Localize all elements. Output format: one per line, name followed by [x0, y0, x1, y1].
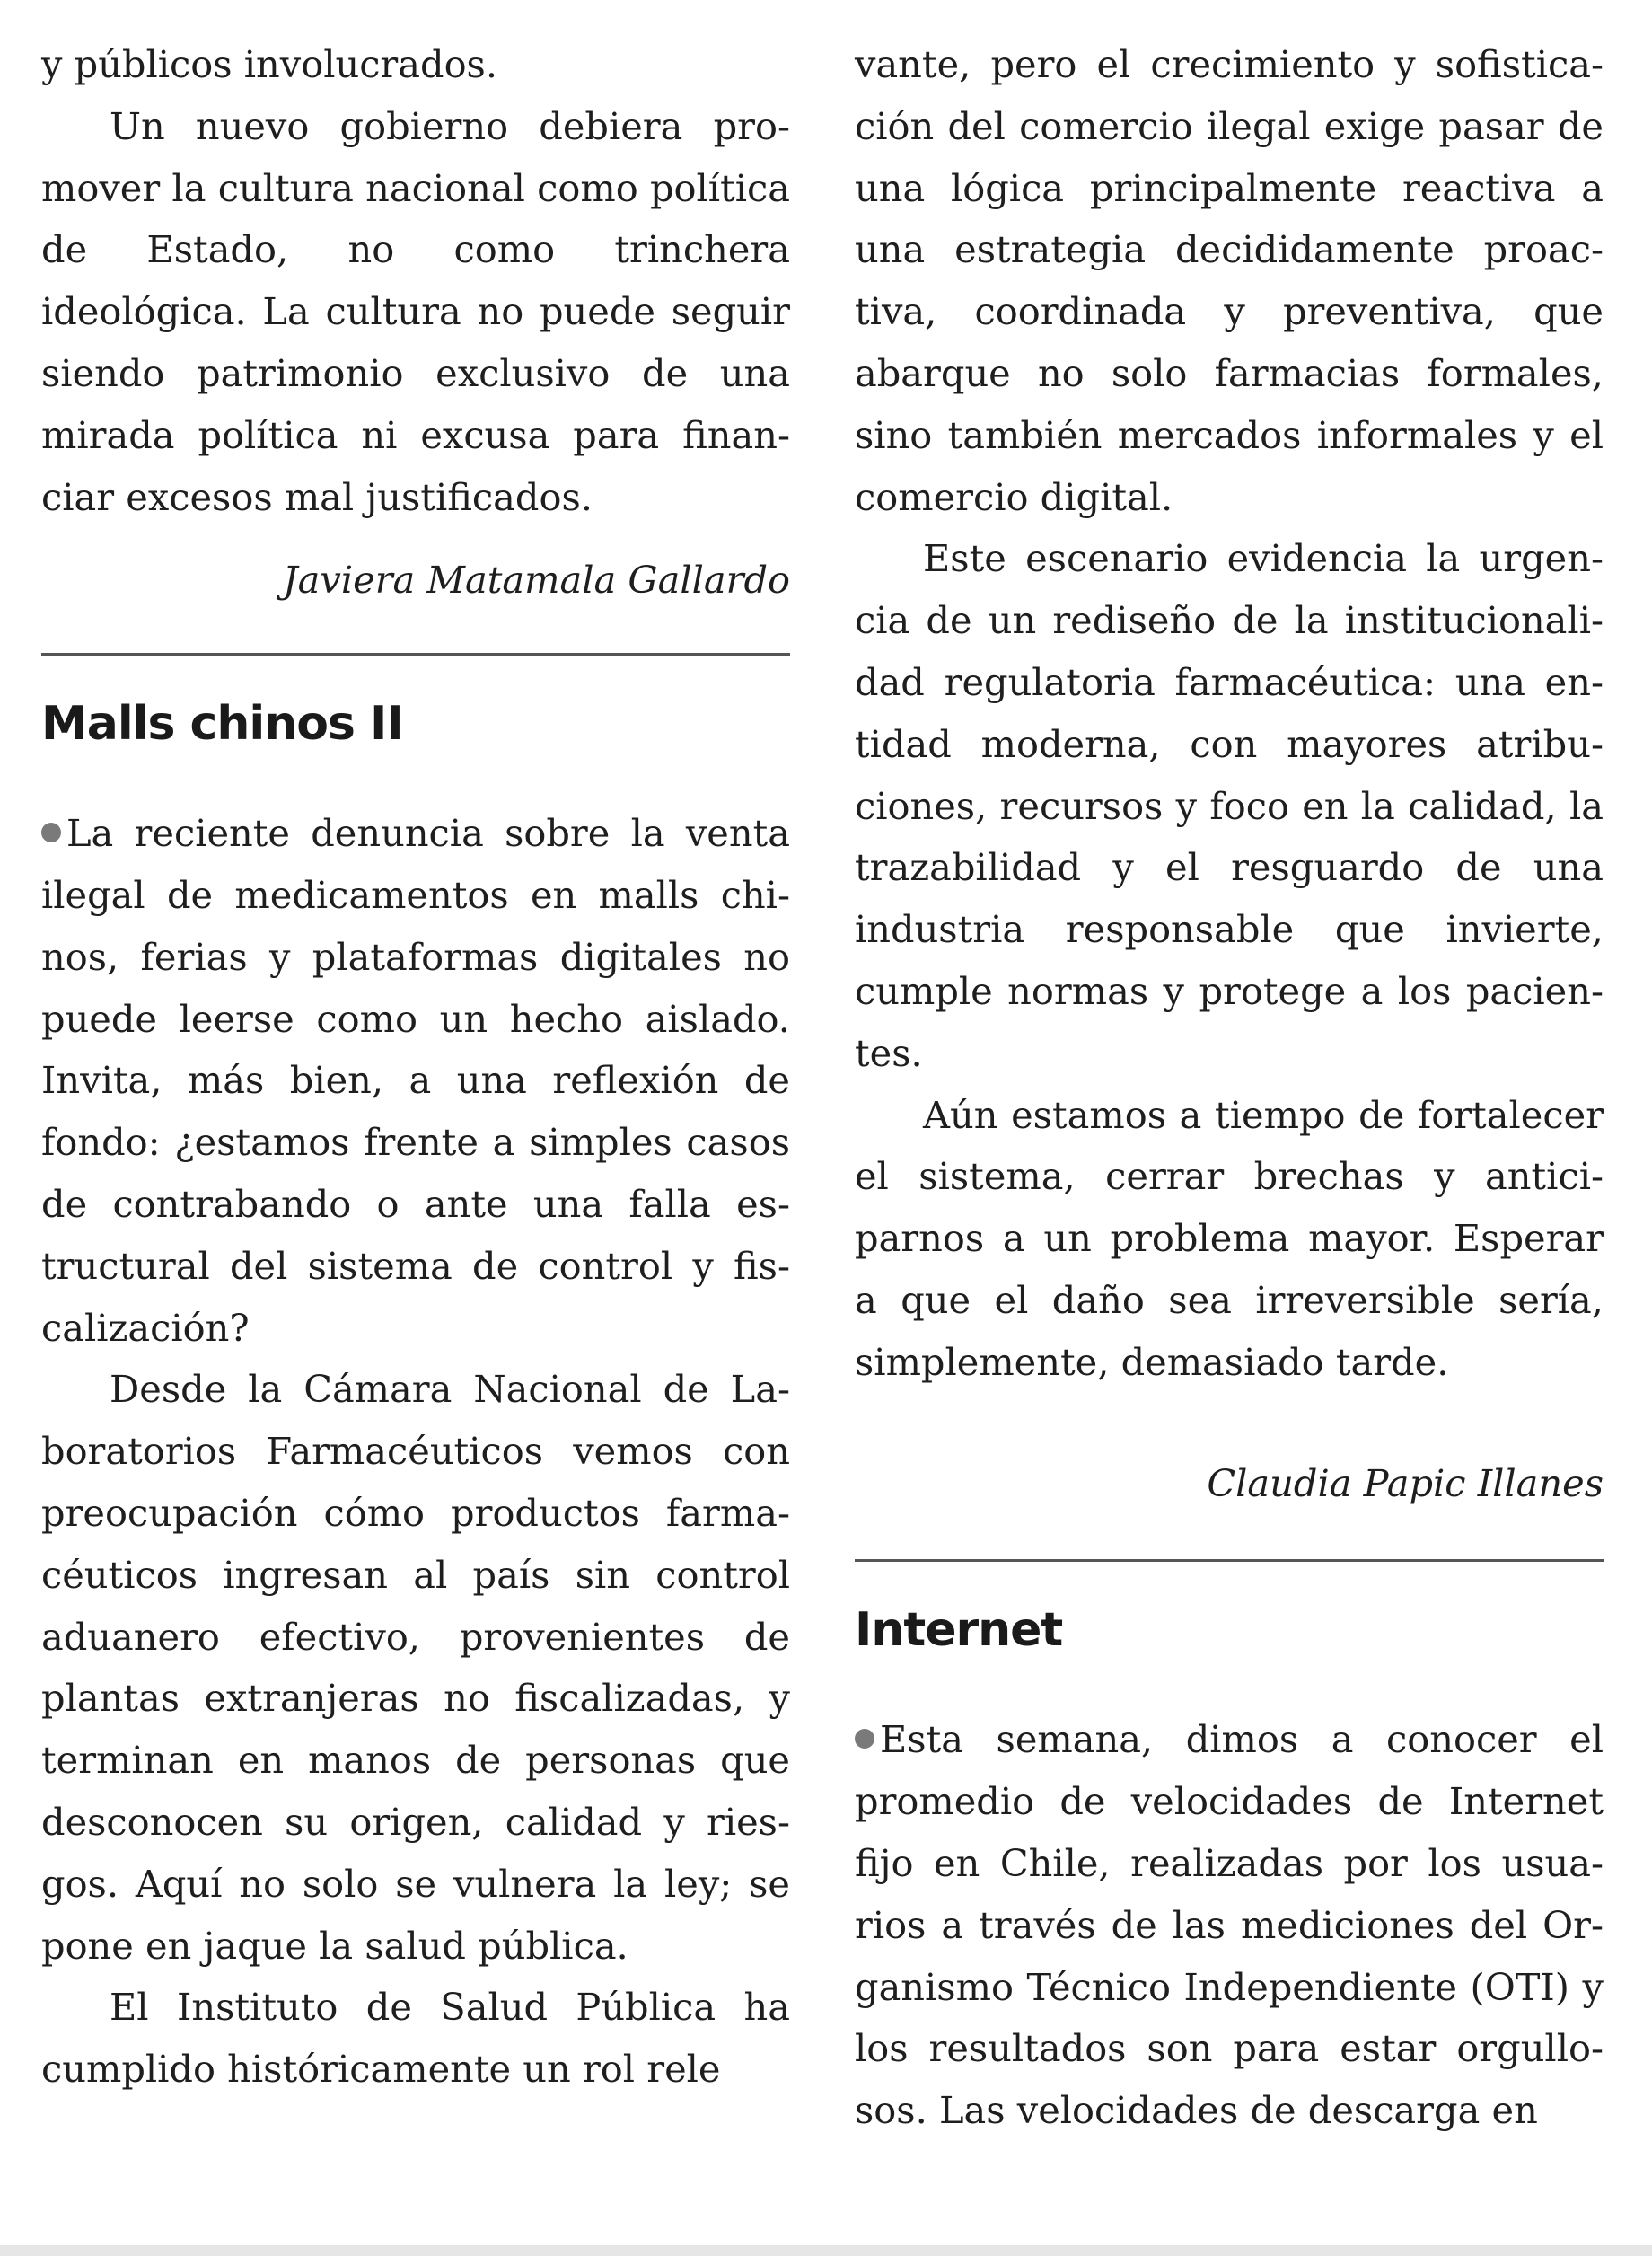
section-divider: [41, 653, 790, 656]
scan-bottom-edge: [0, 2245, 1652, 2256]
bullet-icon: [41, 823, 61, 842]
section-divider: [855, 1559, 1604, 1562]
letter-paragraph-continuation: vante, pero el crecimiento y sofisticación del comercio ilegal exige pasar de una lógica principalmente reactiva a una estrategia decididamente proactiva, coordinada y preventiva, que abarque no solo farmacias formales, sino también mercados informales y el comercio digital.: [855, 42, 1604, 519]
letter-signature-javiera: Javiera Matamala Gallardo: [283, 558, 790, 603]
letter-paragraph: Desde la Cámara Nacional de Laboratorios Farmacéuticos vemos con preocupación cómo productos farmacéuticos ingresan al país sin control aduanero efectivo, provenientes de plantas extranjeras no fiscalizadas, y terminan en manos de personas que desconocen su origen, calidad y riesgos. Aquí no solo se vulnera la ley; se pone en jaque la salud pública.: [41, 1367, 790, 1968]
previous-letter-paragraph: Un nuevo gobierno debiera promover la cultura nacional como política de Estado, no como trinchera ideológica. La cultura no puede seguir siendo patrimonio exclusivo de una mirada política ni excusa para financiar excesos mal justificados.: [41, 103, 790, 519]
right-column: [855, 34, 1604, 2142]
bullet-icon: [855, 1729, 874, 1749]
letter-paragraph: [855, 1709, 1604, 2142]
letter-paragraph: Este escenario evidencia la urgencia de un rediseño de la institucionalidad regulatoria farmacéutica: una entidad moderna, con mayores atribuciones, recursos y foco en la calidad, la trazabilidad y el resguardo de una industria responsable que invierte, cumple normas y protege a los pacientes.: [855, 536, 1604, 1075]
letter-paragraph: [41, 803, 790, 1359]
previous-letter-tail: y públicos involucrados.: [41, 42, 498, 86]
section-title-malls-chinos: Malls chinos II: [41, 697, 403, 752]
left-column: [41, 34, 790, 2101]
letter-paragraph: Aún estamos a tiempo de fortalecer el sistema, cerrar brechas y anticiparnos a un problema mayor. Esperar a que el daño sea irreversible sería, simplemente, demasiado tarde.: [855, 1092, 1604, 1384]
letter-paragraph-text: Esta semana, dimos a conocer el promedio de velocidades de Internet fijo en Chile, realizadas por los usuarios a través de las mediciones del Organismo Técnico Independiente (OTI) y los resultados son para estar orgullosos. Las velocidades de descarga en: [855, 1717, 1604, 2133]
section-title-internet: Internet: [855, 1603, 1063, 1658]
letter-paragraph-text: La reciente denuncia sobre la venta ilegal de medicamentos en malls chinos, ferias y plataformas digitales no puede leerse como un hecho aislado. Invita, más bien, a una reflexión de fondo: ¿estamos frente a simples casos de contrabando o ante una falla estructural del sistema de control y fiscalización?: [41, 811, 790, 1350]
letter-signature-claudia: Claudia Papic Illanes: [1207, 1460, 1604, 1505]
letter-paragraph-continued: El Instituto de Salud Pública ha cumplido históricamente un rol rele: [41, 1985, 790, 2092]
